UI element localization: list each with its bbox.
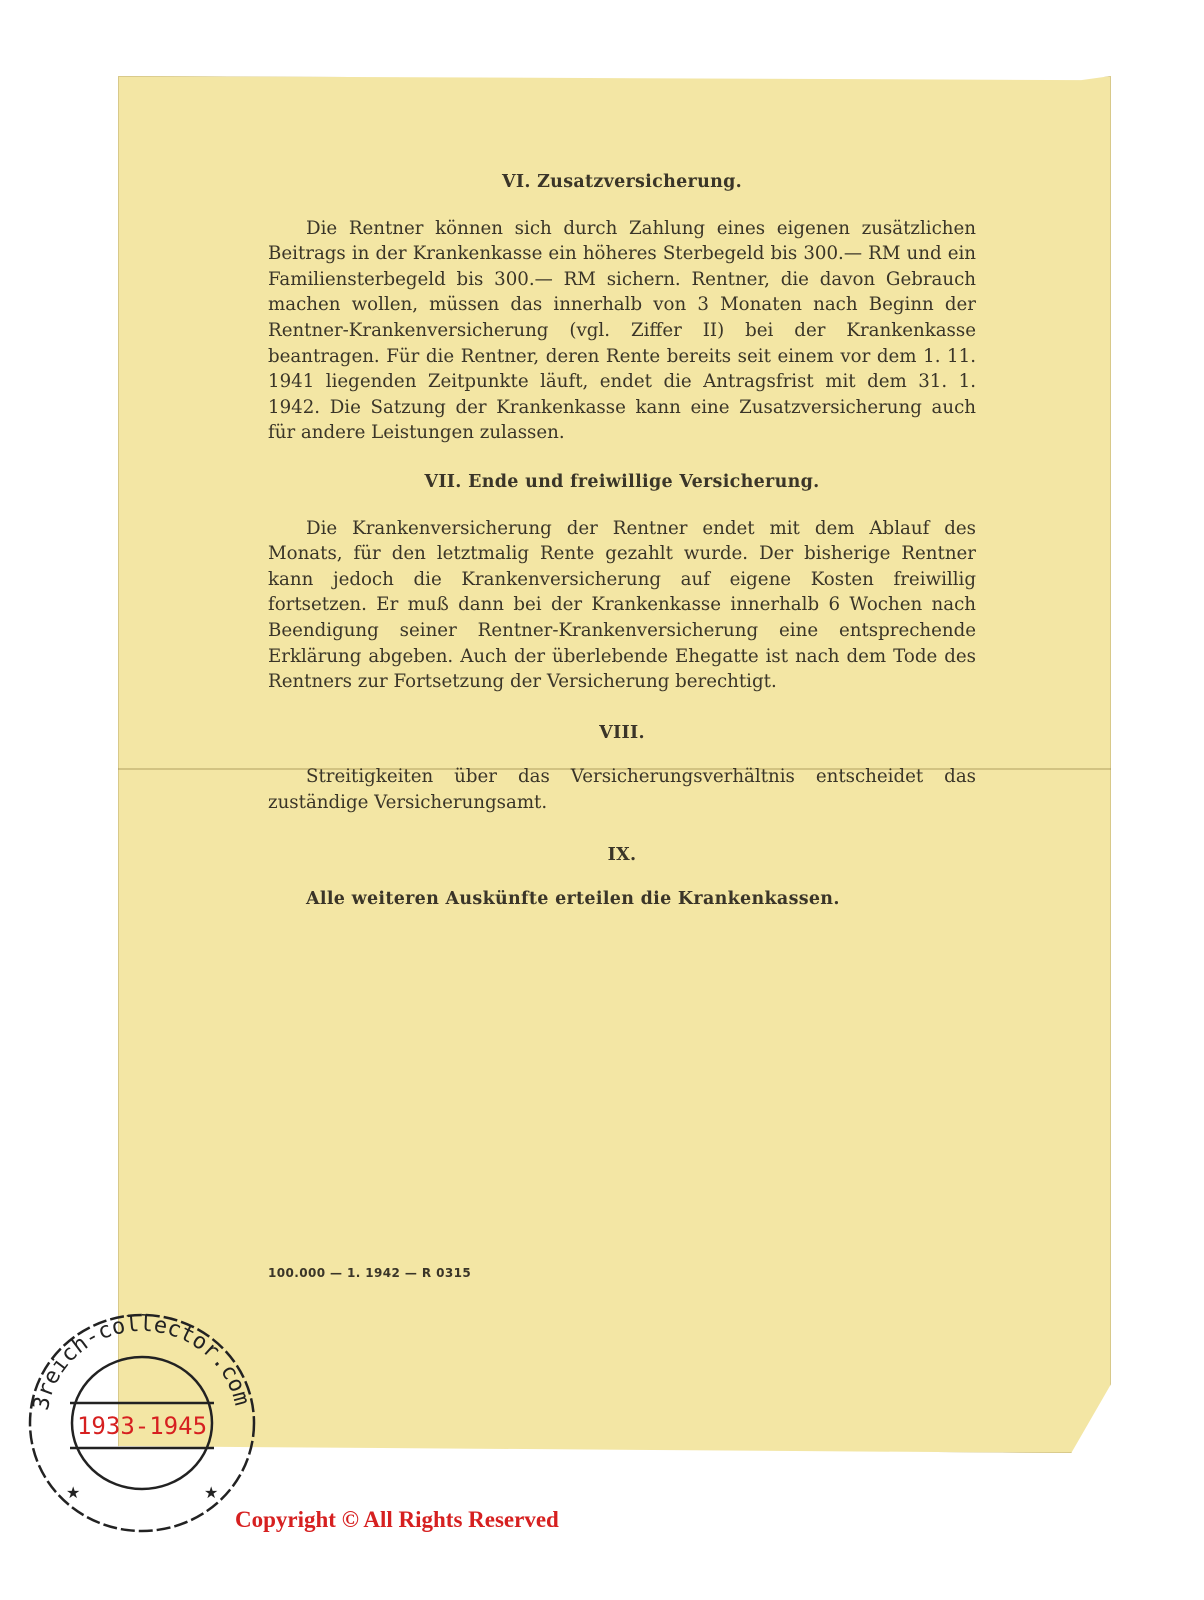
section-vi-body: Die Rentner können sich durch Zahlung eines eigenen zusätzlichen Beitrags in der Krankenkasse ein höheres Sterbegeld bis 300.— RM und ein Familiensterbegeld bis 300.— RM sichern. Rentner, die davon Gebrauch machen wollen, müssen das innerhalb von 3 Monaten nach Beginn der Rentner-Krankenversicherung (vgl. Ziffer II) bei der Krankenkasse beantragen. Für die Rentner, deren Rente bereits seit einem vor dem 1. 11. 1941 liegenden Zeitpunkte läuft, endet die Antragsfrist mit dem 31. 1. 1942. Die Satzung der Krankenkasse kann eine Zusatzversicherung auch für andere Leistungen zulassen. — [268, 217, 976, 444]
section-viii-heading: VIII. — [599, 722, 645, 743]
stamp-center-text: 1933-1945 — [76, 1412, 208, 1440]
section-vi-heading: VI. Zusatzversicherung. — [501, 172, 743, 192]
stamp-star-left-icon: ★ — [66, 1483, 81, 1502]
section-vii-body: Die Krankenversicherung der Rentner endet mit dem Ablauf des Monats, für den letztmalig Rente gezahlt wurde. Der bisherige Rentner kann jedoch die Krankenversicherung auf eigene Kosten freiwillig fortsetzen. Er muß dann bei der Krankenkasse innerhalb 6 Wochen nach Beendigung seiner Rentner-Krankenversicherung eine entsprechende Erklärung abgeben. Auch der überlebende Ehegatte ist nach dem Tode des Rentners zur Fortsetzung der Versicherung berechtigt. — [268, 517, 976, 693]
section-ix-body: Alle weiteren Auskünfte erteilen die Krankenkassen. — [306, 889, 840, 910]
copyright-notice: Copyright © All Rights Reserved — [235, 1507, 559, 1532]
section-ix-heading: IX. — [607, 845, 637, 866]
stamp-star-right-icon: ★ — [204, 1483, 219, 1502]
document-content — [268, 170, 976, 913]
section-vii-heading: VII. Ende und freiwillige Versicherung. — [424, 471, 820, 492]
print-code: 100.000 — 1. 1942 — R 0315 — [268, 1266, 472, 1280]
section-viii-body: Streitigkeiten über das Versicherungsverhältnis entscheidet das zuständige Versicherungsamt. — [268, 766, 976, 813]
stamp-ring-text: 3reich-collector.com — [28, 1311, 255, 1413]
watermark-stamp — [22, 1308, 262, 1538]
